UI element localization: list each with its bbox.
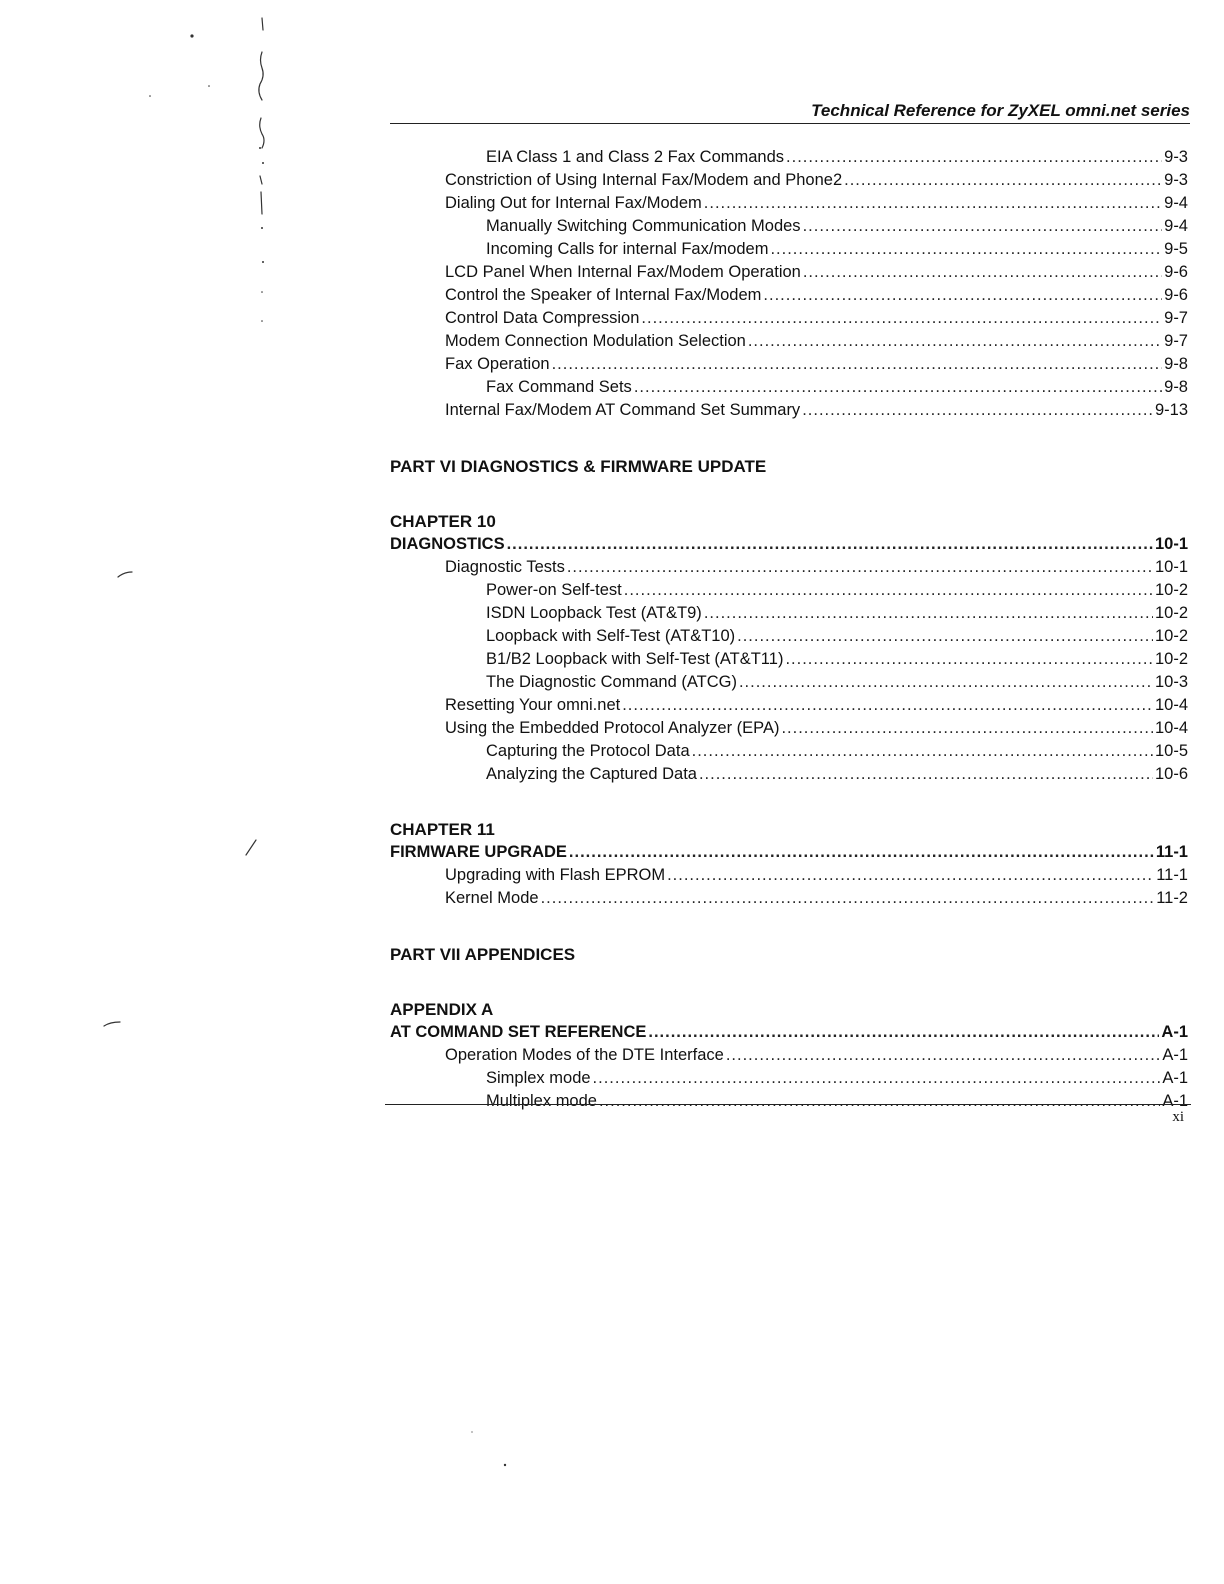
toc-entry-page: 9-8: [1164, 378, 1188, 396]
toc-entry-page: 10-2: [1154, 627, 1188, 645]
toc-entry-page: 10-3: [1154, 673, 1188, 691]
appendix-page: A-1: [1161, 1023, 1188, 1041]
toc-entry-label: Kernel Mode: [445, 889, 539, 907]
toc-entry-page: 10-2: [1154, 581, 1188, 599]
toc-entry-label: Analyzing the Captured Data: [486, 765, 697, 783]
toc-entry-label: Operation Modes of the DTE Interface: [445, 1046, 724, 1064]
toc-entry-page: 9-6: [1164, 263, 1188, 281]
toc-entry-label: Control Data Compression: [445, 309, 640, 327]
toc-entry-page: 10-2: [1154, 650, 1188, 668]
toc-entry-page: A-1: [1162, 1046, 1188, 1064]
toc-entry-label: Constriction of Using Internal Fax/Modem and Phone2: [445, 171, 843, 189]
toc-entry-label: B1/B2 Loopback with Self-Test (AT&T11): [486, 650, 784, 668]
toc-entry-label: Diagnostic Tests: [445, 558, 565, 576]
toc-entry-page: A-1: [1162, 1069, 1188, 1087]
toc-entry-label: Fax Command Sets: [486, 378, 632, 396]
toc-entry-label: Incoming Calls for internal Fax/modem: [486, 240, 769, 258]
toc-entry-label: Control the Speaker of Internal Fax/Modem: [445, 286, 762, 304]
appendix-number: APPENDIX A: [390, 1000, 494, 1019]
chapter-page: 11-1: [1155, 843, 1188, 861]
part-heading: PART VII APPENDICES: [390, 945, 576, 964]
part-heading: PART VI DIAGNOSTICS & FIRMWARE UPDATE: [390, 457, 767, 476]
toc-entry-page: 10-4: [1154, 719, 1188, 737]
toc-entry-label: Capturing the Protocol Data: [486, 742, 690, 760]
toc-entry-page: 9-13: [1154, 401, 1188, 419]
toc-entry-label: Simplex mode: [486, 1069, 591, 1087]
toc-entry-label: LCD Panel When Internal Fax/Modem Operation: [445, 263, 801, 281]
toc-entry-label: Multiplex mode: [486, 1092, 597, 1110]
toc-entry-page: A-1: [1162, 1092, 1188, 1110]
toc-entry-label: Manually Switching Communication Modes: [486, 217, 801, 235]
toc-entry-page: 9-4: [1164, 217, 1188, 235]
toc-entry-page: 10-4: [1154, 696, 1188, 714]
toc-entry-label: Loopback with Self-Test (AT&T10): [486, 627, 736, 645]
chapter-title: DIAGNOSTICS: [390, 535, 505, 553]
toc-entry-page: 9-4: [1164, 194, 1188, 212]
toc-entry-label: Dialing Out for Internal Fax/Modem: [445, 194, 702, 212]
toc-entry-page: 9-3: [1164, 171, 1188, 189]
chapter-number: CHAPTER 11: [390, 820, 495, 839]
toc-entry-label: Resetting Your omni.net: [445, 696, 621, 714]
appendix-title: AT COMMAND SET REFERENCE: [390, 1023, 647, 1041]
chapter-number: CHAPTER 10: [390, 512, 496, 531]
toc-entry-label: Power-on Self-test: [486, 581, 622, 599]
toc-entry-page: 9-6: [1164, 286, 1188, 304]
running-header-title: Technical Reference for ZyXEL omni.net series: [811, 101, 1190, 120]
chapter-title: FIRMWARE UPGRADE: [390, 843, 567, 861]
toc-entry-page: 10-6: [1154, 765, 1188, 783]
toc-entry-page: 11-1: [1156, 866, 1188, 884]
toc-entry-label: Using the Embedded Protocol Analyzer (EPA): [445, 719, 780, 737]
toc-entry-label: Internal Fax/Modem AT Command Set Summary: [445, 401, 801, 419]
chapter-page: 10-1: [1154, 535, 1188, 553]
toc-entry-page: 9-7: [1164, 332, 1188, 350]
toc-entry-page: 9-8: [1164, 355, 1188, 373]
toc-entry-label: EIA Class 1 and Class 2 Fax Commands: [486, 148, 785, 166]
toc-entry-page: 9-3: [1164, 148, 1188, 166]
toc-entry-page: 9-5: [1164, 240, 1188, 258]
toc-entry-page: 10-2: [1154, 604, 1188, 622]
toc-entry-label: Fax Operation: [445, 355, 550, 373]
toc-entry-label: The Diagnostic Command (ATCG): [486, 673, 737, 691]
toc-entry-page: 10-1: [1154, 558, 1188, 576]
page-number: xi: [1172, 1109, 1184, 1125]
toc-entry-page: 9-7: [1164, 309, 1188, 327]
toc-entry-page: 11-2: [1156, 889, 1188, 907]
toc-entry-label: Modem Connection Modulation Selection: [445, 332, 746, 350]
toc-entry-page: 10-5: [1154, 742, 1188, 760]
toc-entry-label: Upgrading with Flash EPROM: [445, 866, 666, 884]
toc-entry-label: ISDN Loopback Test (AT&T9): [486, 604, 702, 622]
